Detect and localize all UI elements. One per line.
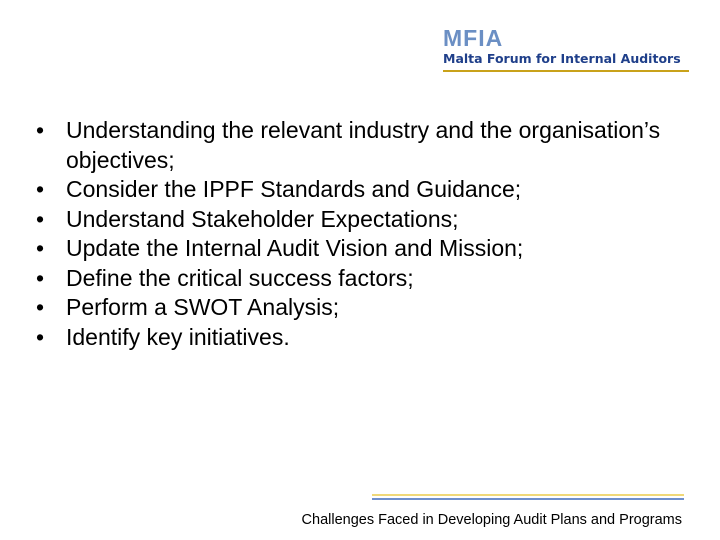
bullet-text: Update the Internal Audit Vision and Mission; <box>66 235 524 261</box>
bullet-icon: • <box>35 117 45 143</box>
footer-rule-blue <box>372 498 684 500</box>
logo-mark: MFIA <box>443 25 504 51</box>
list-item <box>30 293 690 323</box>
bullet-text: Perform a SWOT Analysis; <box>66 294 340 320</box>
list-item <box>30 323 690 353</box>
bullet-text: Understand Stakeholder Expectations; <box>66 205 459 232</box>
bullet-text: Understanding the relevant industry and the organisation’s objectives; <box>66 117 661 173</box>
bullet-icon: • <box>35 205 45 232</box>
bullet-icon: • <box>35 294 45 320</box>
bullet-text: Define the critical success factors; <box>66 264 414 291</box>
bullet-text: Identify key initiatives. <box>66 323 290 350</box>
mfia-logo <box>443 26 693 72</box>
list-item <box>30 234 690 264</box>
list-item <box>30 264 690 294</box>
bullet-list <box>30 116 690 352</box>
list-item <box>30 175 690 205</box>
bullet-icon: • <box>35 176 45 202</box>
bullet-icon: • <box>35 323 45 350</box>
bullet-icon: • <box>35 235 45 261</box>
list-item <box>30 116 690 175</box>
logo-subtitle: Malta Forum for Internal Auditors <box>443 51 681 66</box>
list-item <box>30 205 690 235</box>
bullet-text: Consider the IPPF Standards and Guidance; <box>66 176 522 202</box>
logo-underline <box>443 70 689 72</box>
footer-title: Challenges Faced in Developing Audit Plans and Programs <box>301 512 682 528</box>
bullet-icon: • <box>35 264 45 291</box>
footer-rule-gold <box>372 494 684 496</box>
